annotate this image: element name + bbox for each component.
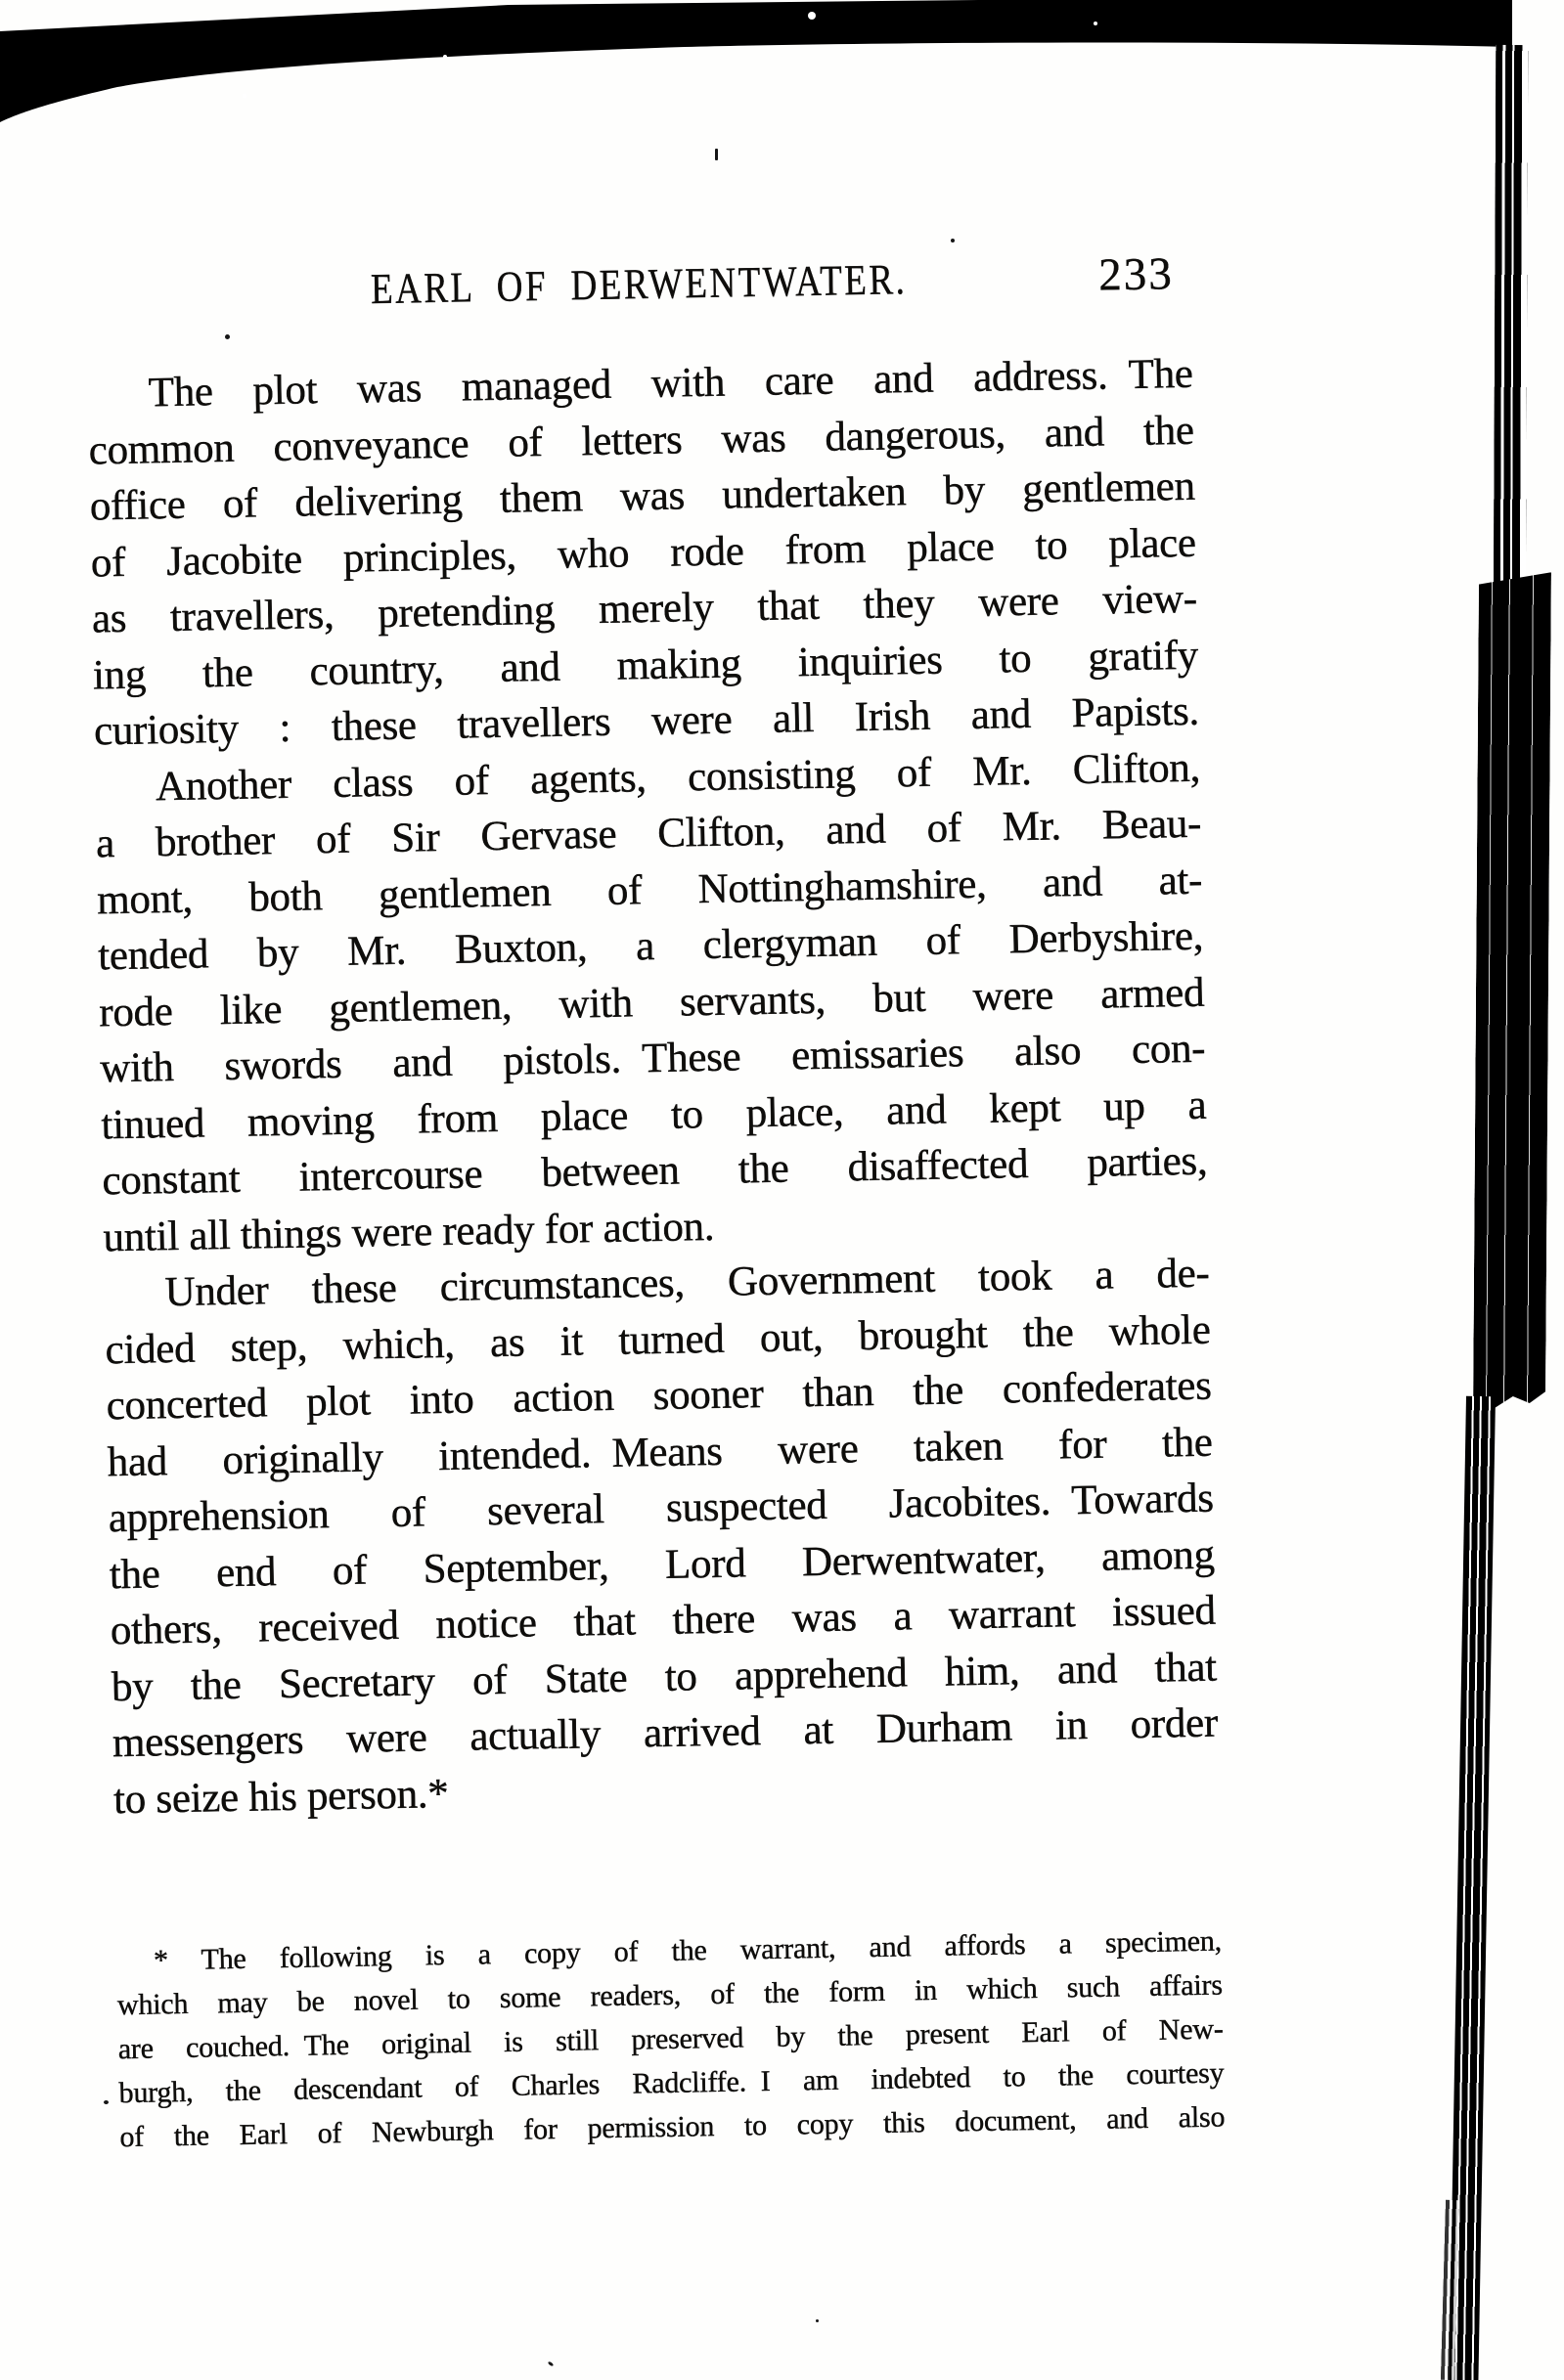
body-line: of Jacobite principles, who rode from place to place [90, 519, 1197, 586]
running-header [85, 246, 1191, 323]
body-line: ing the country, and making inquiries to gratify [92, 632, 1199, 698]
running-header-title: EARL OF DERWENTWATER. [370, 255, 908, 314]
body-line: cided step, which, as it turned out, brought the whole [105, 1306, 1211, 1373]
scan-speck [715, 149, 718, 160]
body-line: others, received notice that there was a warrant issued [110, 1587, 1217, 1654]
body-line: tended by Mr. Buxton, a clergyman of Derbyshire, [97, 912, 1204, 980]
body-line: Another class of agents, consisting of Mr. Clifton, [155, 744, 1201, 810]
scan-speck [816, 2319, 819, 2322]
body-line: The plot was managed with care and address. The [148, 350, 1193, 417]
body-line: as travellers, pretending merely that they were view- [91, 575, 1198, 642]
body-line: common conveyance of letters was dangerous, and the [88, 407, 1195, 473]
body-line: curiosity : these travellers were all Irish and Papists. [93, 687, 1200, 755]
footnote-line: of the Earl of Newburgh for permission to copy this document, and also [119, 2100, 1226, 2154]
body-line: mont, both gentlemen of Nottinghamshire, and at- [96, 857, 1203, 923]
body-line: apprehension of several suspected Jacobites. Towards [108, 1475, 1215, 1542]
footnote-line: are couched. The original is still preserved by the present Earl of New- [117, 2012, 1224, 2066]
body-line: had originally intended. Means were taken for the [107, 1419, 1214, 1485]
body-line: office of delivering them was undertaken by gentlemen [89, 463, 1196, 530]
footnote-line: which may be novel to some readers, of the form in which such affairs [116, 1968, 1224, 2022]
scan-binding-stripe-upper [1494, 45, 1529, 617]
body-line: with swords and pistols. These emissaries also con- [99, 1025, 1206, 1092]
body-line: until all things were ready for action. [103, 1203, 715, 1260]
scan-top-edge-band [0, 0, 1564, 127]
scan-speck [951, 239, 955, 242]
footnote [116, 1919, 1226, 2160]
body-line: a brother of Sir Gervase Clifton, and of Mr. Beau- [95, 800, 1202, 867]
body-line: Under these circumstances, Government took a de- [164, 1250, 1210, 1316]
body-line: the end of September, Lord Derwentwater, among [109, 1531, 1216, 1598]
body-text [87, 346, 1219, 1828]
body-line: constant intercourse between the disaffected parties, [102, 1137, 1208, 1205]
footnote-line: * The following is a copy of the warrant, and affords a specimen, [153, 1924, 1223, 1977]
body-line: concerted plot into action sooner than the confederates [106, 1362, 1212, 1430]
scan-speck [104, 2100, 109, 2104]
scan-binding-stripe-blob [1473, 572, 1551, 1408]
body-line: tinued moving from place to place, and kept up a [101, 1081, 1207, 1148]
body-line: messengers were actually arrived at Durham in order [112, 1699, 1219, 1767]
body-line: rode like gentlemen, with servants, but were armed [98, 969, 1205, 1036]
page-text-block [85, 246, 1225, 2159]
page-number: 233 [1097, 248, 1175, 301]
body-line: by the Secretary of State to apprehend him, and that [111, 1644, 1218, 1710]
body-line: to seize his person.* [112, 1770, 449, 1823]
footnote-line: burgh, the descendant of Charles Radcliffe. I am indebted to the courtesy [118, 2056, 1225, 2110]
scan-speck [548, 2361, 555, 2367]
